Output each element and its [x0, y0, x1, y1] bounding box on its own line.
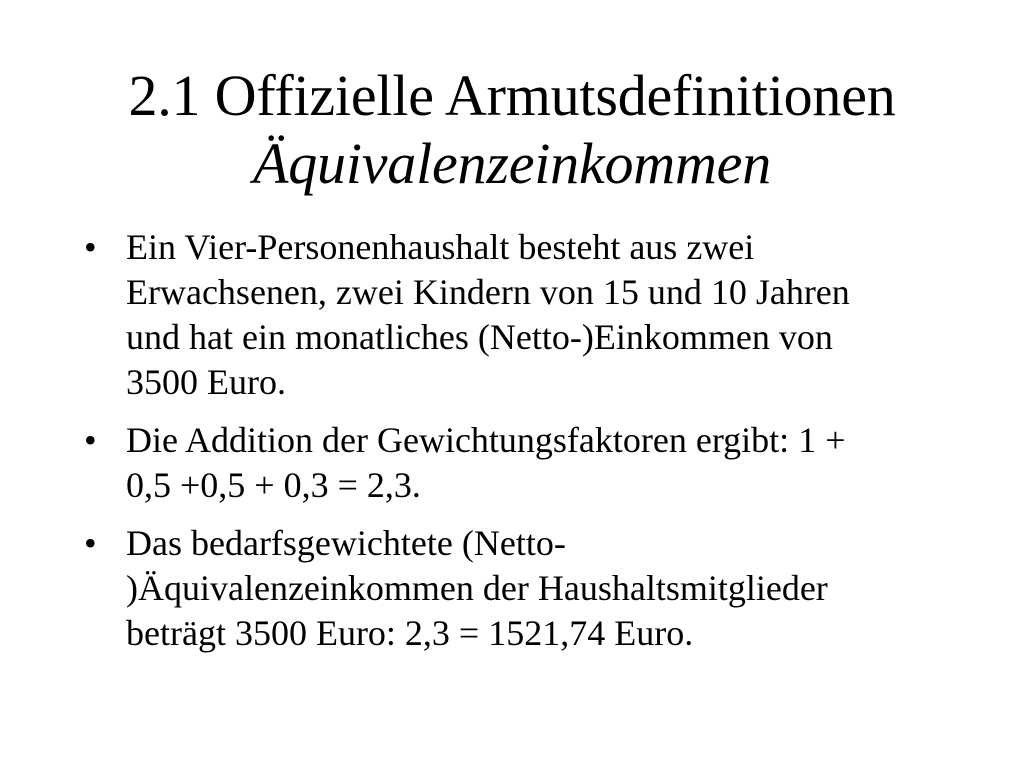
bullet-line: beträgt 3500 Euro: 2,3 = 1521,74 Euro. — [126, 613, 694, 653]
bullet-item — [84, 225, 954, 405]
bullet-line: 3500 Euro. — [126, 362, 286, 402]
bullet-line: Ein Vier-Personenhaushalt besteht aus zwei — [126, 227, 755, 267]
bullet-item — [84, 418, 954, 508]
bullet-line: 0,5 +0,5 + 0,3 = 2,3. — [126, 465, 421, 505]
bullet-list — [84, 225, 954, 669]
bullet-line: Die Addition der Gewichtungsfaktoren ergibt: 1 + — [126, 420, 846, 460]
bullet-icon: • — [84, 420, 97, 460]
bullet-line: Erwachsenen, zwei Kindern von 15 und 10 Jahren — [126, 272, 850, 312]
bullet-item — [84, 521, 954, 656]
bullet-text — [126, 418, 954, 508]
title-text: 2.1 Offizielle Armutsdefinitionen — [128, 63, 896, 128]
subtitle-text: Äquivalenzeinkommen — [252, 131, 772, 197]
bullet-text — [126, 225, 954, 405]
slide-title — [40, 62, 984, 199]
bullet-icon: • — [84, 227, 97, 267]
bullet-line: und hat ein monatliches (Netto-)Einkommen von — [126, 317, 833, 357]
bullet-icon: • — [84, 523, 97, 563]
bullet-line: Das bedarfsgewichtete (Netto- — [126, 523, 566, 563]
bullet-line: )Äquivalenzeinkommen der Haushaltsmitglieder — [126, 568, 828, 608]
bullet-text — [126, 521, 954, 656]
